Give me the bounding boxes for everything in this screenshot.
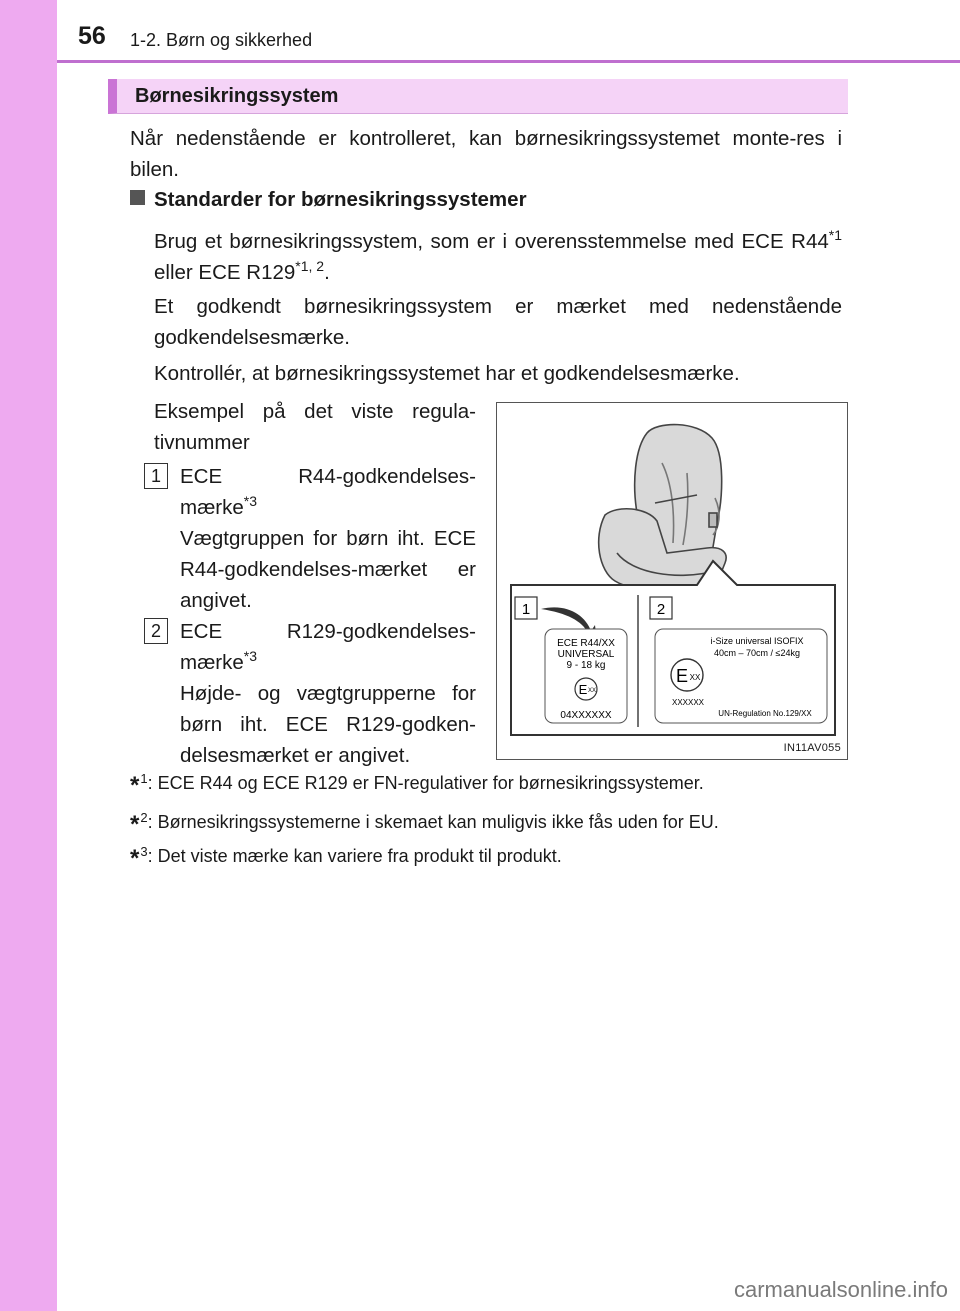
intro-paragraph: Når nedenstående er kontrolleret, kan børnesikringssystemet monte-res i bilen. [130,127,842,181]
r129-line1: i-Size universal ISOFIX [710,636,804,646]
item-r129-title [180,616,476,678]
figure-label-2: 2 [656,601,666,618]
footnote-text: : Det viste mærke kan variere fra produkt til produkt. [147,846,562,866]
square-bullet-icon [130,190,145,205]
footnote-ref-1: *1 [828,227,842,243]
item-r44-title-text: ECE R44-godkendelses-mærke [180,465,476,519]
example-label: Eksempel på det viste regula-tivnummer [154,400,476,454]
item-r44 [180,461,476,616]
watermark: carmanualsonline.info [733,1277,948,1302]
footnote-asterisk: * [130,772,140,799]
item-r44-desc: Vægtgruppen for børn iht. ECE R44-godkendelses-mærket er angivet. [180,527,476,612]
standards-paragraph [154,226,842,288]
footnote-text: : ECE R44 og ECE R129 er FN-regulativer for børnesikringssystemer. [147,773,704,793]
item-r129-title-text: ECE R129-godkendelses-mærke [180,620,476,674]
standards-text-c: . [324,261,330,284]
subheading [130,188,527,212]
r129-regulation: UN-Regulation No.129/XX [718,709,812,718]
r129-e-letter: E [675,666,689,686]
section-title: Børnesikringssystem [135,85,339,107]
footnote-1 [130,771,704,798]
figure-code: IN11AV055 [783,742,841,754]
r44-e-letter: E [578,682,588,697]
footnote-ref-1-2: *1, 2 [295,258,325,274]
child-seat-figure [496,402,848,760]
item-number-2: 2 [144,618,168,644]
footnote-ref-3: *3 [243,493,258,509]
child-seat-icon [599,425,726,591]
item-number-1: 1 [144,463,168,489]
r129-line2: 40cm – 70cm / ≤24kg [714,648,800,658]
check-paragraph: Kontrollér, at børnesikringssystemet har et godkendelsesmærke. [154,362,740,385]
item-r44-title [180,461,476,523]
r129-e-sub: XX [689,673,701,682]
header-divider [57,60,960,63]
footnote-asterisk: * [130,845,140,872]
chapter-title: 1-2. Børn og sikkerhed [130,30,313,50]
footnote-3 [130,844,562,871]
footnote-text: : Børnesikringssystemerne i skemaet kan muligvis ikke fås uden for EU. [147,812,719,832]
standards-text-b: eller ECE R129 [154,261,296,284]
item-r129-desc: Højde- og vægtgrupperne for børn iht. ECE R129-godken-delsesmærket er angivet. [180,682,476,767]
r44-approval-number: 04XXXXXX [560,710,612,721]
section-heading-box [108,79,848,114]
page-number: 56 [78,22,106,50]
subheading-text: Standarder for børnesikringssystemer [154,188,527,211]
figure-label-1: 1 [521,601,531,618]
footnote-asterisk: * [130,811,140,838]
r44-line3: 9 - 18 kg [566,660,606,671]
footnote-number: 1 [140,771,148,786]
r44-line2: UNIVERSAL [557,649,615,660]
footnote-2 [130,810,719,837]
child-seat-illustration [497,403,847,759]
footnote-number: 3 [140,844,148,859]
r44-e-sub: XX [587,688,597,694]
r44-line1: ECE R44/XX [557,638,615,649]
footnote-ref-3b: *3 [243,648,258,664]
footnote-number: 2 [140,810,148,825]
r129-serial: XXXXXX [672,698,705,707]
standards-text-a: Brug et børnesikringssystem, som er i overensstemmelse med ECE R44 [154,230,829,253]
item-r129 [180,616,476,771]
left-margin-band [0,0,57,1311]
approval-mark-paragraph: Et godkendt børnesikringssystem er mærket med nedenstående godkendelsesmærke. [154,295,842,349]
